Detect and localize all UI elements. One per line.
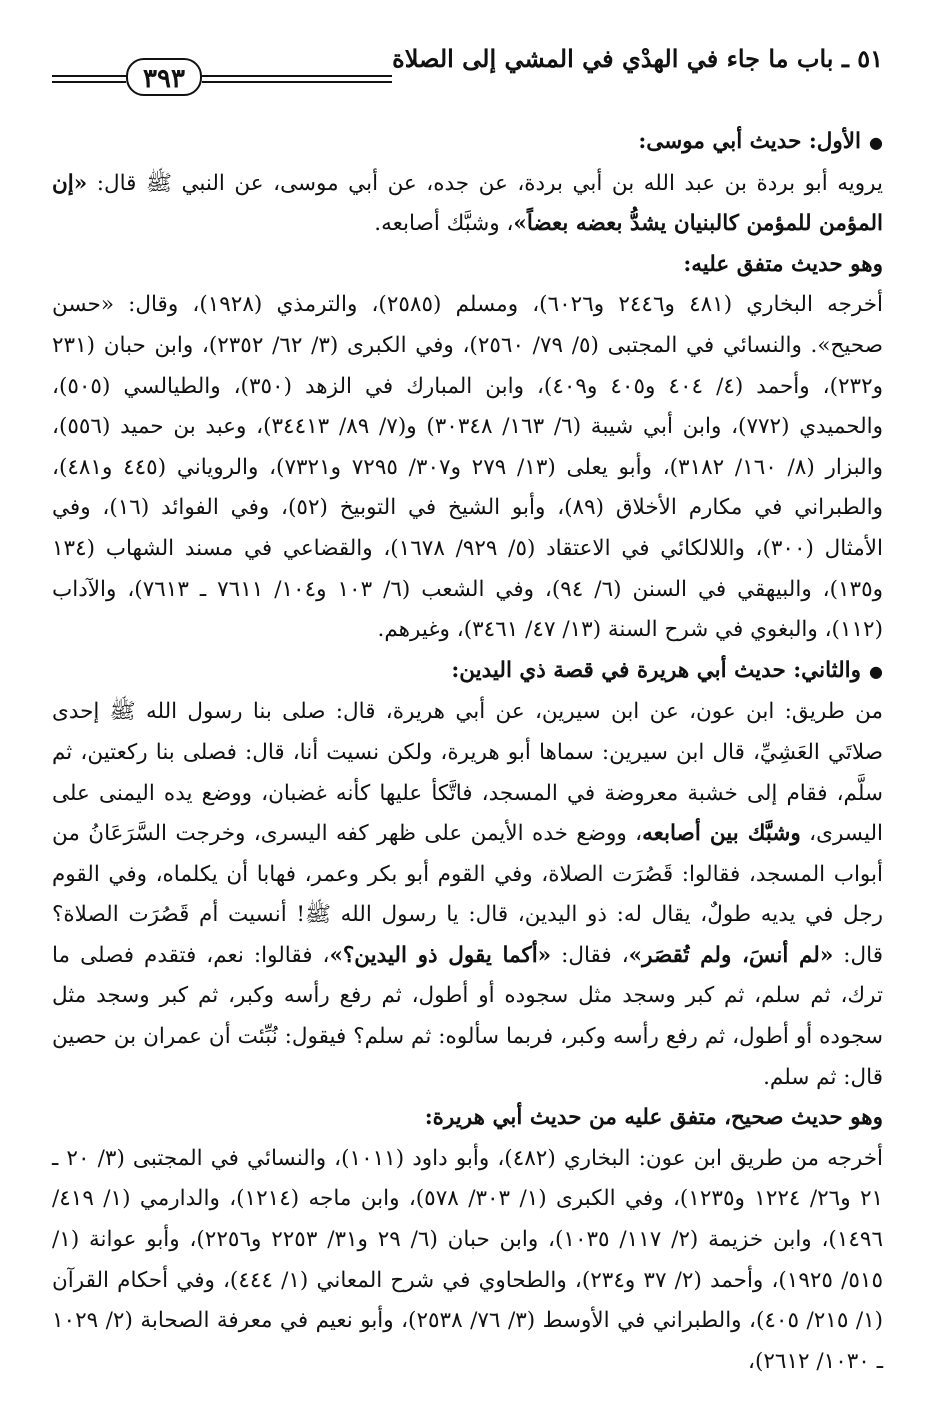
takhrij-paragraph: أخرجه البخاري (٤٨١ و٢٤٤٦ و٦٠٢٦)، ومسلم (٢٥٨٥)، والترمذي (١٩٢٨)، وقال: «حسن صحيح». والنسائي في المجتبى (٥/ ٧٩/ ٢٥٦٠)، وفي الكبرى (٣/ ٦٢/ ٢٣٥٢)، وابن حبان (٢٣١ و٢٣٢)، وأحمد (٤/ ٤٠٤ و٤٠٥ و٤٠٩)، وابن المبارك في الزهد (٣٥٠)، والطيالسي (٥٠٥)، والحميدي (٧٧٢)، وابن أبي شيبة (٦/ ١٦٣/ ٣٠٣٤٨) و(٧/ ٨٩/ ٣٤٤١٣)، وعبد بن حميد (٥٥٦)، والبزار (٨/ ١٦٠/ ٣١٨٢)، وأبو يعلى (١٣/ ٢٧٩ و٣٠٧/ ٧٢٩٥ و٧٣٢١)، والروياني (٤٤٥ و٤٨١)، والطبراني في مكارم الأخلاق (٨٩)، وأبو الشيخ في التوبيخ (٥٢)، وفي الفوائد (١٦)، وفي الأمثال (٣٠٠)، واللالكائي في الاعتقاد (٥/ ٩٢٩/ ١٦٧٨)، والقضاعي في مسند الشهاب (١٣٤ و١٣٥)، والبيهقي في السنن (٦/ ٩٤)، وفي الشعب (٦/ ١٠٣ و١٠٤/ ٧٦١١ ـ ٧٦١٣)، والآداب (١١٢)، والبغوي في شرح السنة (١٣/ ٤٧/ ٣٤٦١)، وغيرهم. bbox=[52, 292, 884, 643]
hadith-quote: «أكما يقول ذو اليدين؟» bbox=[329, 942, 552, 968]
book-page bbox=[52, 0, 883, 1403]
hadith-bold: وشبَّك بين أصابعه bbox=[642, 821, 801, 847]
bullet-icon: ● bbox=[869, 133, 883, 152]
hadith-text: ، ووضع خده الأيمن على ظهر كفه اليسرى، وخرجت السَّرَعَانُ من أبواب المسجد، فقالوا: قَصُرَت الصلاة، وفي القوم أبو بكر وعمر، فهابا أن يكلماه، وفي القوم رجل في يديه طولٌ، يقال له: ذو اليدين، قال: يا رسول الله ﷺ! أنسيت أم قَصُرَت الصلاة؟ قال: bbox=[52, 821, 884, 968]
chapter-title: ٥١ ـ باب ما جاء في الهدْي في المشي إلى الصلاة bbox=[392, 44, 883, 73]
section-heading-text: الأول: حديث أبي موسى: bbox=[638, 129, 862, 154]
header-rule bbox=[202, 81, 392, 83]
sub-heading: وهو حديث صحيح، متفق عليه من حديث أبي هريرة: bbox=[424, 1105, 883, 1131]
takhrij-paragraph: أخرجه من طريق ابن عون: البخاري (٤٨٢)، وأبو داود (١٠١١)، والنسائي في المجتبى (٣/ ٢٠ ـ ٢١ و٢٦/ ١٢٢٤ و١٢٣٥)، وفي الكبرى (١/ ٣٠٣/ ٥٧٨)، وابن ماجه (١٢١٤)، والدارمي (١/ ٤١٩/ ١٤٩٦)، وابن خزيمة (٢/ ١١٧/ ١٠٣٥)، وابن حبان (٦/ ٢٩ و٣١/ ٢٢٥٣ و٢٢٥٦)، وأبو عوانة (١/ ٥١٥/ ١٩٢٥)، وأحمد (٢/ ٣٧ و٢٣٤)، والطحاوي في شرح المعاني (١/ ٤٤٤)، وفي أحكام القرآن (١/ ٢١٥/ ٤٠٥)، والطبراني في الأوسط (٣/ ٧٦/ ٢٥٣٨)، وأبو نعيم في معرفة الصحابة (٢/ ١٠٢٩ ـ ١٠٣٠/ ٢٦١٢)، bbox=[52, 1145, 884, 1374]
page-body bbox=[52, 122, 883, 1382]
hadith-text-end: ، وشبَّك أصابعه. bbox=[374, 211, 514, 237]
hadith-quote: «لم أنسَ، ولم تُقصَر» bbox=[628, 942, 834, 968]
hadith-quote: «إن المؤمن للمؤمن كالبنيان يشدُّ بعضه بعضاً» bbox=[52, 170, 883, 237]
hadith-text: من طريق: ابن عون، عن ابن سيرين، عن أبي هريرة، قال: صلى بنا رسول الله ﷺ إحدى صلاتَي العَشِيِّ، قال ابن سيرين: سماها أبو هريرة، ولكن نسيت أنا، قال: فصلى بنا ركعتين، ثم سلَّم، فقام إلى خشبة معروضة في المسجد، فاتَّكأ عليها كأنه غضبان، ووضع يده اليمنى على اليسرى، bbox=[52, 699, 883, 847]
hadith-text: ، فقالوا: نعم، فتقدم فصلى ما ترك، ثم سلم، ثم كبر وسجد مثل سجوده أو أطول، ثم رفع رأسه وكبر، ثم كبر وسجد مثل سجوده أو أطول، ثم رفع رأسه وكبر، فربما سألوه: ثم سلم؟ فيقول: نُبِّئت أن عمران بن حصين قال: ثم سلم. bbox=[52, 942, 883, 1090]
sub-heading: وهو حديث متفق عليه: bbox=[683, 251, 883, 277]
running-header bbox=[52, 44, 883, 108]
section-heading bbox=[52, 122, 883, 164]
page-number: ٣٩٣ bbox=[126, 58, 202, 96]
header-rule bbox=[52, 75, 126, 77]
section-heading bbox=[52, 651, 883, 693]
hadith-text-intro: قال: bbox=[87, 170, 137, 196]
hadith-text: ، فقال: bbox=[551, 942, 629, 968]
section-heading-text: والثاني: حديث أبي هريرة في قصة ذي اليدين: bbox=[451, 657, 862, 683]
paragraph bbox=[52, 692, 883, 1098]
hadith-chain: يرويه أبو بردة بن عبد الله بن أبي بردة، عن جده، عن أبي موسى، عن النبي ﷺ bbox=[145, 170, 883, 196]
paragraph bbox=[52, 164, 883, 245]
page-number-ornament bbox=[52, 58, 392, 98]
bullet-icon: ● bbox=[869, 661, 883, 681]
header-rule bbox=[202, 75, 392, 77]
header-rule bbox=[52, 81, 126, 83]
